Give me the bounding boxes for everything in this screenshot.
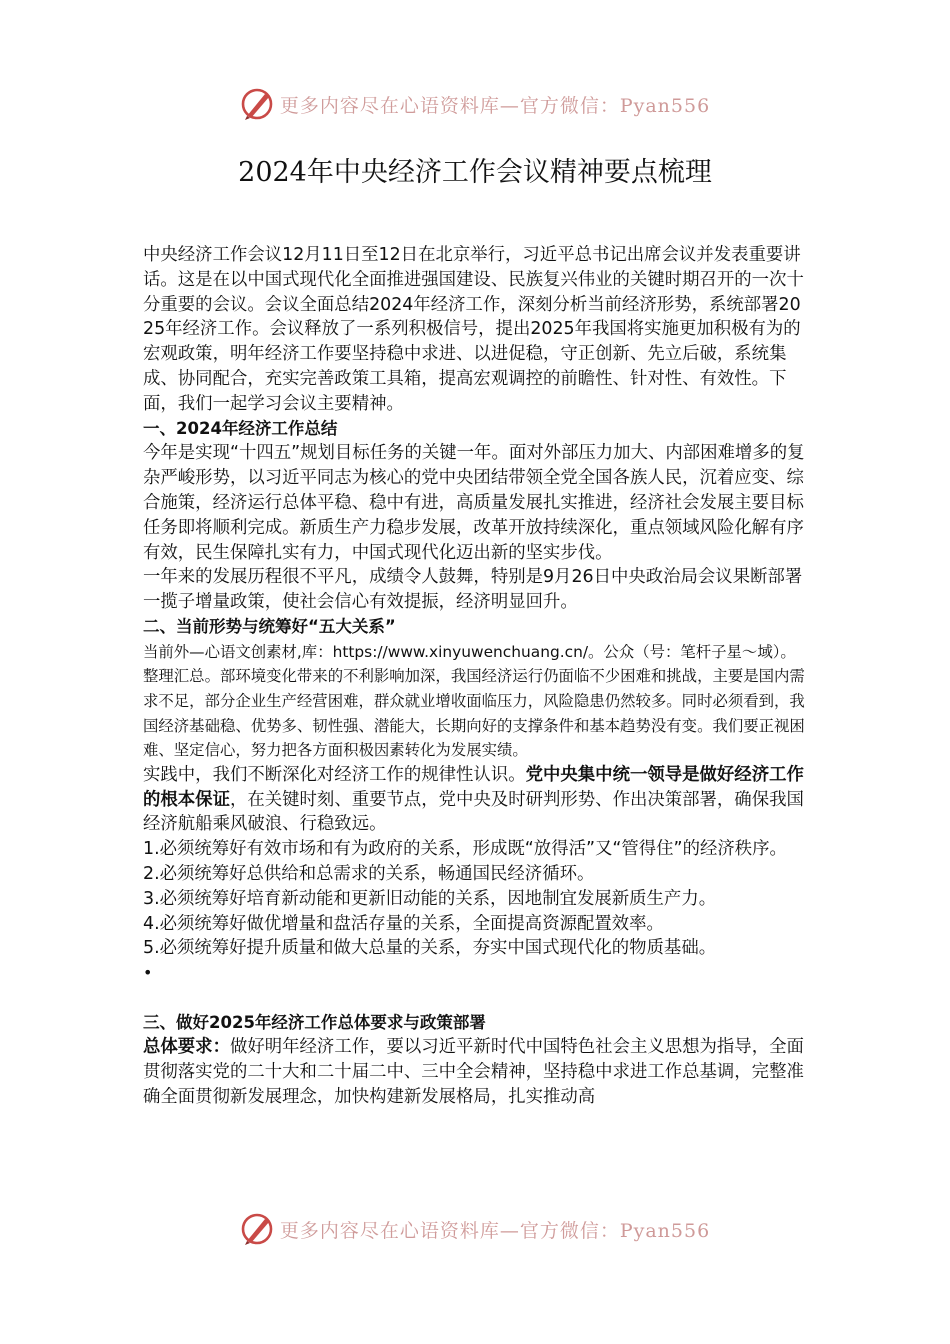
list-item: 5.必须统筹好提升质量和做大总量的关系，夯实中国式现代化的物质基础。 [143, 938, 717, 959]
section3-heading: 三、做好2025年经济工作总体要求与政策部署 [143, 1012, 486, 1032]
section3-text: 做好明年经济工作，要以习近平新时代中国特色社会主义思想为指导，全面贯彻落实党的二十大和二十届二中、三中全会精神，坚持稳中求进工作总基调，完整准确全面贯彻新发展理念，加快构建新发展格局，扎实推动高 [143, 1037, 804, 1108]
pen-logo-icon [240, 1211, 276, 1247]
section2-paragraph-1: 当前外—心语文创素材,库：https://www.xinyuwenchuang.cn/。公众（号：笔杆子星～域）。整理汇总。部环境变化带来的不利影响加深，我国经济运行仍面临不少困难和挑战，主要是国内需求不足，部分企业生产经营困难，群众就业增收面临压力，风险隐患仍然较多。同时必须看到，我国经济基础稳、优势多、韧性强、潜能大，长期向好的支撑条件和基本趋势没有变。我们要正视困难、坚定信心，努力把各方面积极因素转化为发展实绩。 [143, 642, 805, 760]
bullet-marker: • [143, 963, 153, 983]
blank-line [143, 986, 811, 1011]
header-watermark [0, 84, 950, 124]
section3-label: 总体要求： [143, 1037, 230, 1058]
section1-paragraph-2: 一年来的发展历程很不平凡，成绩令人鼓舞，特别是9月26日中央政治局会议果断部署一揽子增量政策，使社会信心有效提振，经济明显回升。 [143, 567, 803, 613]
document-body [143, 243, 811, 1110]
section3-paragraph [143, 1035, 811, 1109]
list-item: 3.必须统筹好培育新动能和更新旧动能的关系，因地制宜发展新质生产力。 [143, 888, 717, 909]
pen-logo-icon [240, 86, 276, 122]
list-item: 4.必须统筹好做优增量和盘活存量的关系，全面提高资源配置效率。 [143, 913, 664, 934]
intro-paragraph: 中央经济工作会议12月11日至12日在北京举行，习近平总书记出席会议并发表重要讲话。这是在以中国式现代化全面推进强国建设、民族复兴伟业的关键时期召开的一次十分重要的会议。会议全面总结2024年经济工作，深刻分析当前经济形势，系统部署2025年经济工作。会议释放了一系列积极信号，提出2025年我国将实施更加积极有为的宏观政策，明年经济工作要坚持稳中求进、以进促稳，守正创新、先立后破，系统集成、协同配合，充实完善政策工具箱，提高宏观调控的前瞻性、针对性、有效性。下面，我们一起学习会议主要精神。 [143, 245, 804, 414]
section2-heading: 二、当前形势与统筹好“五大关系” [143, 616, 396, 636]
section2-paragraph-2-end: ，在关键时刻、重要节点，党中央及时研判形势、作出决策部署，确保我国经济航船乘风破浪、行稳致远。 [143, 789, 804, 835]
section1-paragraph-1: 今年是实现“十四五”规划目标任务的关键一年。面对外部压力加大、内部困难增多的复杂严峻形势，以习近平同志为核心的党中央团结带领全党全国各族人民，沉着应变、综合施策，经济运行总体平稳、稳中有进，高质量发展扎实推进，经济社会发展主要目标任务即将顺利完成。新质生产力稳步发展，改革开放持续深化，重点领域风险化解有序有效，民生保障扎实有力，中国式现代化迈出新的坚实步伐。 [143, 443, 805, 563]
section1-heading: 一、2024年经济工作总结 [143, 418, 338, 438]
watermark-text: 更多内容尽在心语资料库—官方微信：Pyan556 [279, 1219, 711, 1242]
list-item: 1.必须统筹好有效市场和有为政府的关系，形成既“放得活”又“管得住”的经济秩序。 [143, 839, 787, 860]
footer-watermark [0, 1209, 950, 1249]
watermark-text: 更多内容尽在心语资料库—官方微信：Pyan556 [279, 94, 711, 117]
section2-paragraph-2-start: 实践中，我们不断深化对经济工作的规律性认识。 [143, 764, 526, 785]
section2-paragraph-2 [143, 763, 811, 837]
list-item: 2.必须统筹好总供给和总需求的关系，畅通国民经济循环。 [143, 863, 595, 884]
document-title: 2024年中央经济工作会议精神要点梳理 [238, 157, 712, 188]
section2-paragraph-2-bold: 党中央集中统一领导是做好经济工作的根本保证 [143, 764, 804, 810]
